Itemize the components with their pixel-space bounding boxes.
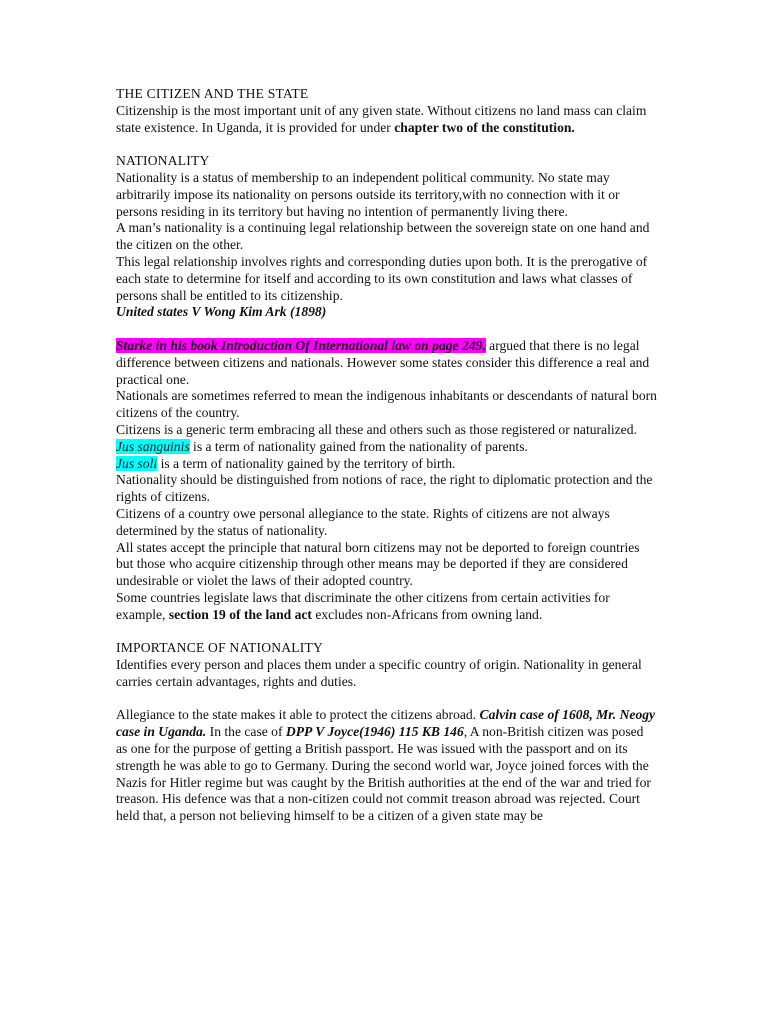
jus-soli-paragraph (116, 456, 658, 473)
nationality-paragraph-3: This legal relationship involves rights and corresponding duties upon both. It is the prerogative of each state to determine for itself and according to its own constitution and laws what classes of persons shall be entitled to its citizenship. (116, 253, 648, 303)
allegiance-text-c: , A non-British citizen was posed as one for the purpose of getting a British passport. He was issued with the passport and on its strength he was able to go to Germany. During the second world war, Joyce joined forces with the Nazis for Hitler regime but was caught by the British authorities at the end of the war and tried for treason. His defence was that a non-citizen could not commit treason abroad was rejected. Court held that, a person not believing himself to be a citizen of a given state may be (116, 724, 651, 824)
section-heading-nationality: NATIONALITY (116, 153, 210, 169)
starke-highlighted-citation: Starke in his book Introduction Of International law on page 249, (116, 337, 486, 353)
jus-sanguinis-text: is a term of nationality gained from the nationality of parents. (189, 438, 528, 454)
case-citation-dpp-joyce: DPP V Joyce(1946) 115 KB 146 (285, 724, 464, 740)
starke-paragraph (116, 338, 658, 388)
nationality-paragraph-1: Nationality is a status of membership to an independent political community. No state may arbitrarily impose its nationality on persons outside its territory,with no connection with it or persons residing in its territory but having no intention of permanently living there. (116, 169, 620, 219)
spacer (116, 691, 658, 708)
case-citation-wong-kim-ark: United states V Wong Kim Ark (1898) (116, 304, 327, 320)
jus-sanguinis-term: Jus sanguinis (116, 438, 190, 454)
nationality-paragraph-9: Nationality should be distinguished from notions of race, the right to diplomatic protection and the rights of citizens. (116, 472, 653, 505)
spacer (116, 136, 658, 153)
intro-text: Citizenship is the most important unit of any given state. Without citizens no land mass can claim state existence. In Uganda, it is provided for under (116, 102, 647, 135)
land-act-reference: section 19 of the land act (168, 606, 312, 622)
intro-bold-reference: chapter two of the constitution. (394, 119, 575, 135)
intro-paragraph (116, 103, 658, 137)
importance-paragraph-2 (116, 707, 658, 825)
section-heading-importance: IMPORTANCE OF NATIONALITY (116, 640, 323, 656)
document-title: THE CITIZEN AND THE STATE (116, 86, 309, 101)
spacer (116, 624, 658, 641)
nationality-paragraph-12 (116, 590, 658, 624)
case-citation-calvin-neogy: Calvin case of 1608, Mr. Neogy case in Uganda. (116, 707, 656, 740)
allegiance-text-a: Allegiance to the state makes it able to protect the citizens abroad. (116, 707, 480, 723)
nationality-paragraph-2: A man’s nationality is a continuing legal relationship between the sovereign state on one hand and the citizen on the other. (116, 220, 650, 253)
allegiance-text-b: In the case of (206, 724, 286, 740)
nationality-paragraph-11: All states accept the principle that natural born citizens may not be deported to foreign countries but those who acquire citizenship through other means may be deported if they are considered undesirable or violet the laws of their adopted country. (116, 539, 640, 589)
starke-text: argued that there is no legal difference between citizens and nationals. However some states consider this difference a real and practical one. (116, 337, 650, 387)
nationality-paragraph-5: Nationals are sometimes referred to mean the indigenous inhabitants or descendants of natural born citizens of the country. (116, 388, 657, 421)
importance-paragraph-1: Identifies every person and places them under a specific country of origin. Nationality in general carries certain advantages, rights and duties. (116, 657, 642, 689)
nationality-paragraph-10: Citizens of a country owe personal allegiance to the state. Rights of citizens are not always determined by the status of nationality. (116, 505, 610, 538)
land-act-text-b: excludes non-Africans from owning land. (311, 606, 543, 622)
nationality-paragraph-6: Citizens is a generic term embracing all these and others such as those registered or naturalized. (116, 421, 637, 437)
land-act-text-a: Some countries legislate laws that discriminate the other citizens from certain activities for example, (116, 589, 610, 622)
jus-soli-term: Jus soli (116, 455, 158, 471)
spacer (116, 321, 658, 338)
jus-soli-text: is a term of nationality gained by the territory of birth. (157, 455, 456, 471)
jus-sanguinis-paragraph (116, 439, 658, 456)
